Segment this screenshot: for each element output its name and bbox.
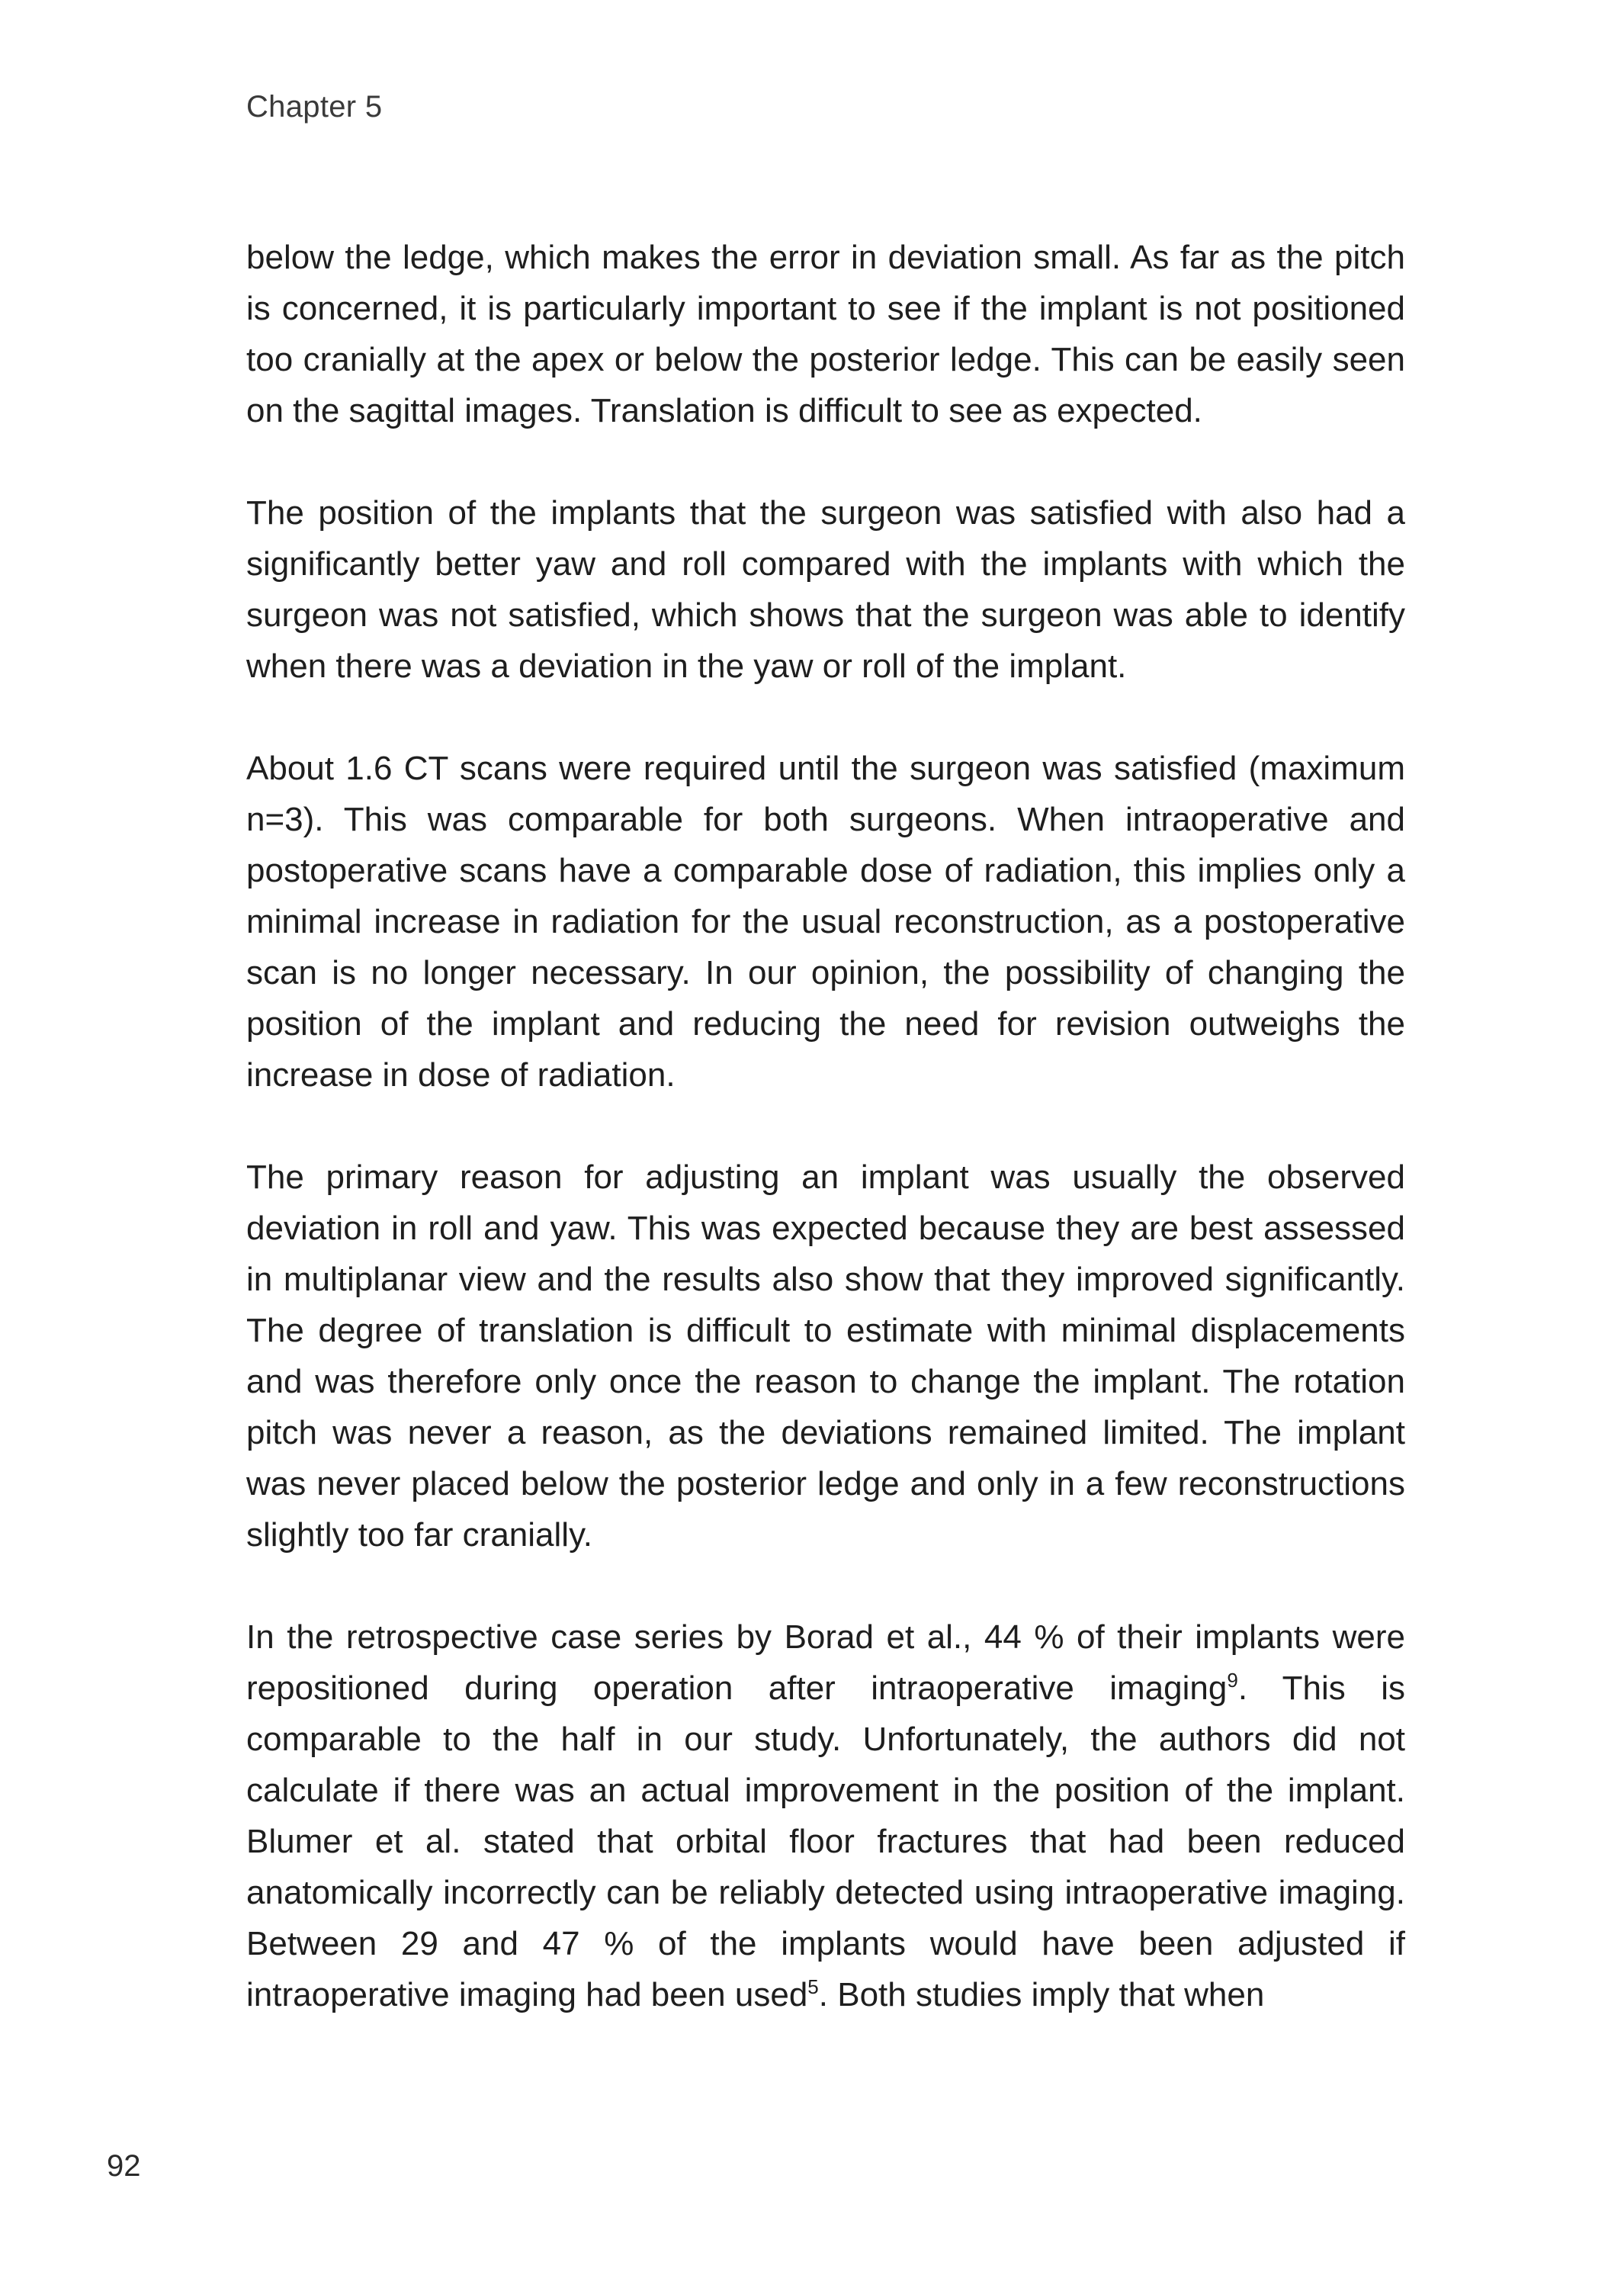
paragraph: The primary reason for adjusting an implant was usually the observed deviation in roll and yaw. This was expected because they are best assessed in multiplanar view and the results also show that they improved significantly. The degree of translation is difficult to estimate with minimal displacements and was therefore only once the reason to change the implant. The rotation pitch was never a reason, as the deviations remained limited. The implant was never placed below the posterior ledge and only in a few reconstructions slightly too far cranially. [246, 1158, 1405, 1554]
citation-ref: 5 [807, 1975, 819, 1998]
citation-ref: 9 [1227, 1669, 1238, 1692]
paragraph-text: In the retrospective case series by Borad et al., 44 % of their implants were repositioned during operation after intraoperative imaging [246, 1618, 1405, 1707]
page-number: 92 [107, 2149, 141, 2183]
body-text [246, 232, 1405, 2020]
paragraph: The position of the implants that the surgeon was satisfied with also had a significantly better yaw and roll compared with the implants with which the surgeon was not satisfied, which shows that the surgeon was able to identify when there was a deviation in the yaw or roll of the implant. [246, 494, 1405, 685]
paragraph: About 1.6 CT scans were required until the surgeon was satisfied (maximum n=3). This was comparable for both surgeons. When intraoperative and postoperative scans have a comparable dose of radiation, this implies only a minimal increase in radiation for the usual reconstruction, as a postoperative scan is no longer necessary. In our opinion, the possibility of changing the position of the implant and reducing the need for revision outweighs the increase in dose of radiation. [246, 750, 1405, 1094]
paragraph [246, 1612, 1405, 2020]
paragraph: below the ledge, which makes the error in deviation small. As far as the pitch is concerned, it is particularly important to see if the implant is not positioned too cranially at the apex or below the posterior ledge. This can be easily seen on the sagittal images. Translation is difficult to see as expected. [246, 239, 1405, 429]
running-header: Chapter 5 [246, 90, 383, 124]
paragraph-text: . This is comparable to the half in our study. Unfortunately, the authors did not calculate if there was an actual improvement in the position of the implant. Blumer et al. stated that orbital floor fractures that had been reduced anatomically incorrectly can be reliably detected using intraoperative imaging. Between 29 and 47 % of the implants would have been adjusted if intraoperative imaging had been used [246, 1669, 1405, 2013]
paragraph-text: . Both studies imply that when [818, 1976, 1265, 2013]
